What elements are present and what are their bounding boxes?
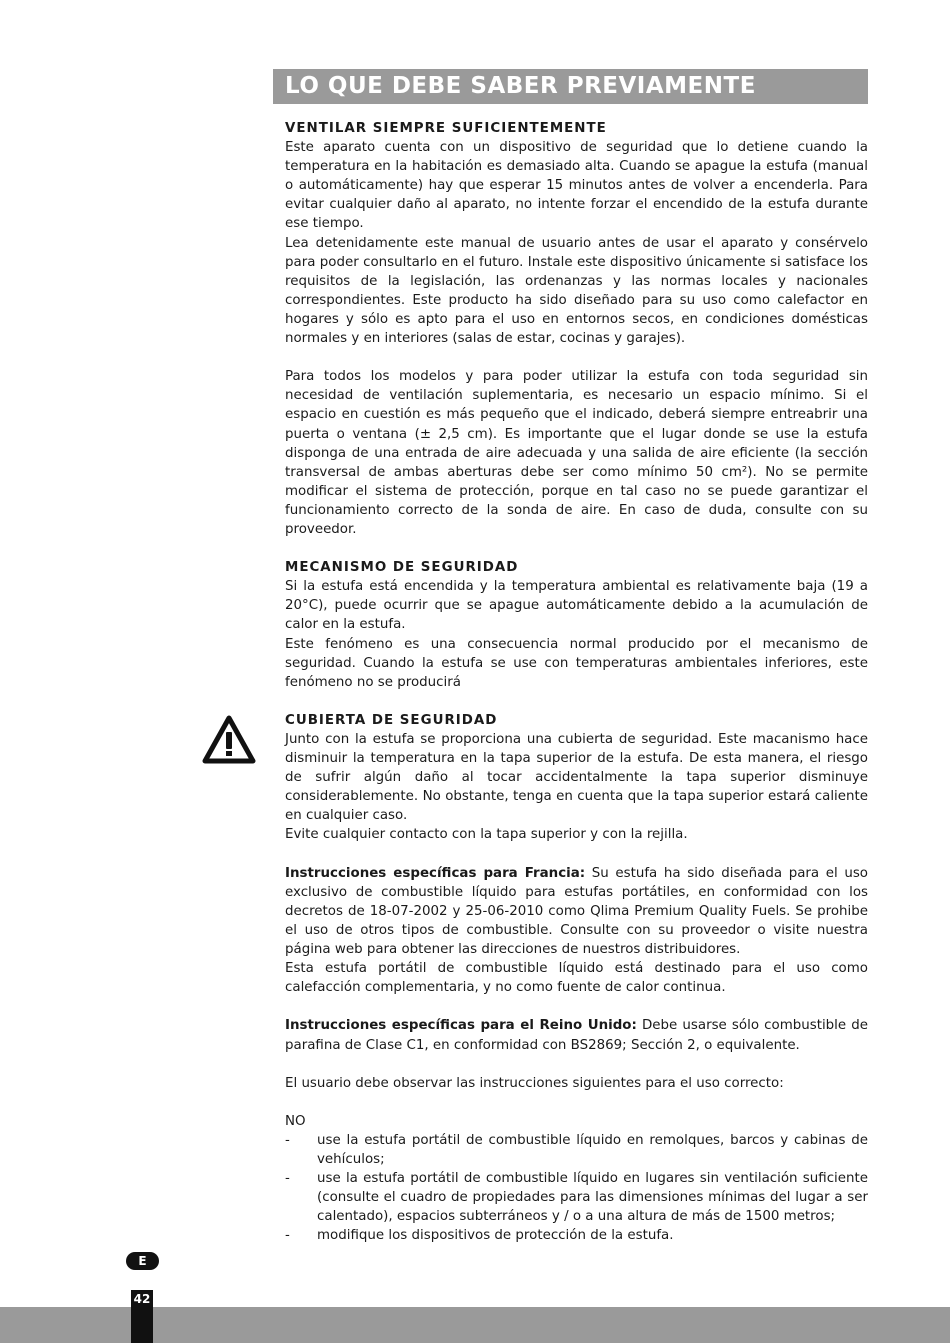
reino-unido-paragraph — [285, 1016, 868, 1054]
francia-paragraph — [285, 864, 868, 959]
page-number: 42 — [131, 1290, 153, 1343]
ventilar-paragraph-2: Lea detenidamente este manual de usuario antes de usar el aparato y consérvelo para poder consultarlo en el futuro. Instale este dispositivo únicamente si satisface los requisitos de la legislación, las ordenanzas y las normas locales y nacionales correspondientes. Este producto ha sido diseñado para su uso como calefactor en hogares y sólo es apto para el uso en entornos secos, en condiciones domésticas normales y en interiores (salas de estar, cocinas y garajes). — [285, 235, 868, 347]
cubierta-paragraph-1: Junto con la estufa se proporciona una cubierta de seguridad. Este macanismo hace disminuir la temperatura en la tapa superior de la estufa. De esta manera, el riesgo de sufrir algún daño al tocar accidentalmente la tapa superior disminuye considerablemente. No obstante, tenga en cuenta que la tapa superior estará caliente en cualquier caso. — [285, 732, 868, 824]
list-item-text: modifique los dispositivos de protección de la estufa. — [317, 1228, 674, 1244]
list-item — [285, 1131, 868, 1169]
reino-unido-text: Debe usarse sólo combustible de parafina de Clase C1, en conformidad con BS2869; Sección 2, o equivalente. — [285, 1018, 868, 1053]
mecanismo-paragraph-1: Si la estufa está encendida y la temperatura ambiental es relativamente baja (19 a 20°C), puede ocurrir que se apague automáticamente debido a la acumulación de calor en la estufa. — [285, 579, 868, 633]
uso-no-label: NO — [285, 1113, 306, 1129]
ventilar-paragraph-3: Para todos los modelos y para poder utilizar la estufa con toda seguridad sin necesidad de ventilación suplementaria, es necesario un espacio mínimo. Si el espacio en cuestión es más pequeño que el indicado, deberá siempre entreabrir una puerta o ventana (± 2,5 cm). Es importante que el lugar donde se use la estufa disponga de una entrada de aire adecuada y una salida de aire eficiente (la sección transversal de ambas aberturas debe ser como mínimo 50 cm²). No se permite modificar el sistema de protección, porque en tal caso no se puede garantizar el funcionamiento correcto de la sonda de aire. En caso de duda, consulte con su proveedor. — [285, 369, 868, 537]
section-heading-mecanismo: MECANISMO DE SEGURIDAD — [285, 560, 519, 576]
list-dash: - — [285, 1132, 290, 1148]
uso-intro: El usuario debe observar las instrucciones siguientes para el uso correcto: — [285, 1075, 784, 1091]
warning-triangle-icon — [202, 715, 256, 765]
ventilar-paragraph-1: Este aparato cuenta con un dispositivo de seguridad que lo detiene cuando la temperatura en la habitación es demasiado alta. Cuando se apague la estufa (manual o automáticamente) hay que esperar 15 minutos antes de volver a encenderla. Para evitar cualquier daño al aparato, no intente forzar el encendido de la estufa durante ese tiempo. — [285, 140, 868, 232]
uso-list — [285, 1131, 868, 1246]
francia-text: Su estufa ha sido diseñada para el uso exclusivo de combustible líquido para estufas portátiles, en conformidad con los decretos de 18-07-2002 y 25-06-2010 como Qlima Premium Quality Fuels. Se prohibe el uso de otros tipos de combustible. Consulte con su proveedor o visite nuestra página web para obtener las direcciones de nuestros distribuidores. — [285, 865, 868, 958]
section-heading-cubierta: CUBIERTA DE SEGURIDAD — [285, 712, 498, 728]
language-badge: E — [126, 1252, 159, 1270]
list-dash: - — [285, 1171, 290, 1187]
reino-unido-label: Instrucciones específicas para el Reino Unido: — [285, 1018, 637, 1034]
main-content — [285, 119, 868, 1246]
francia-paragraph-2: Esta estufa portátil de combustible líquido está destinado para el uso como calefacción complementaria, y no como fuente de calor continua. — [285, 961, 868, 996]
francia-label: Instrucciones específicas para Francia: — [285, 865, 586, 881]
mecanismo-paragraph-2: Este fenómeno es una consecuencia normal producido por el mecanismo de seguridad. Cuando la estufa se use con temperaturas ambientales inferiores, este fenómeno no se producirá — [285, 636, 868, 690]
cubierta-paragraph-2: Evite cualquier contacto con la tapa superior y con la rejilla. — [285, 827, 688, 843]
section-heading-ventilar: VENTILAR SIEMPRE SUFICIENTEMENTE — [285, 121, 607, 136]
list-item — [285, 1169, 868, 1226]
list-item-text: use la estufa portátil de combustible líquido en lugares sin ventilación suficiente (consulte el cuadro de propiedades para las dimensiones mínimas del lugar a ser calentado), espacios subterráneos y / o a una altura de más de 1500 metros; — [317, 1171, 868, 1225]
page-title: LO QUE DEBE SABER PREVIAMENTE — [273, 69, 868, 104]
list-item-text: use la estufa portátil de combustible líquido en remolques, barcos y cabinas de vehículos; — [317, 1132, 868, 1168]
list-dash: - — [285, 1228, 290, 1244]
list-item — [285, 1226, 868, 1245]
